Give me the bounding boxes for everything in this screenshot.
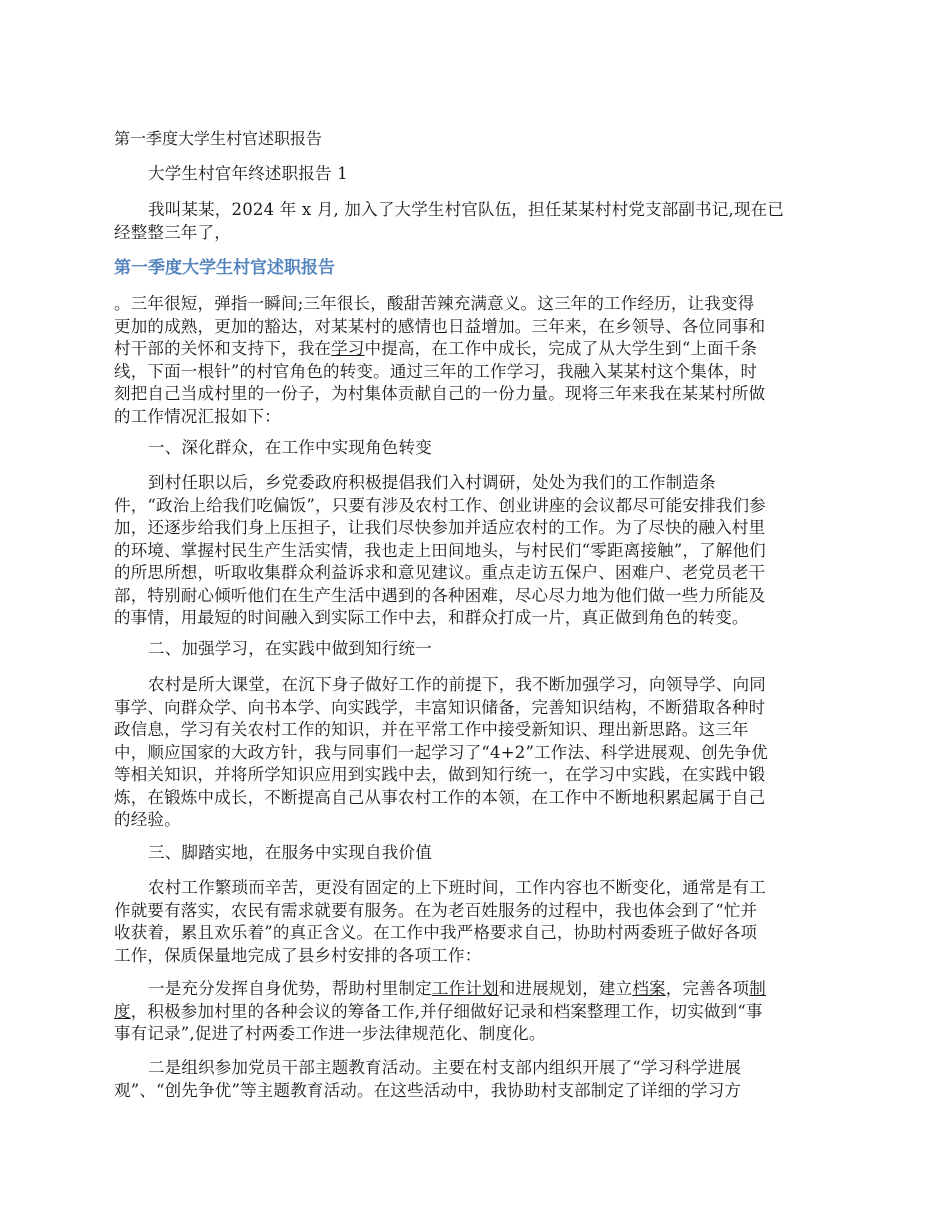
text-line: 的工作情况汇报如下： — [114, 406, 281, 426]
section-1-body — [114, 472, 840, 630]
text-line: 更加的成熟，更加的豁达，对某某村的感情也日益增加。三年来，在乡领导、各位同事和 — [114, 316, 766, 336]
text-line: 中，顺应国家的大政方针，我与同事们一起学习了“4+2”工作法、科学进展观、创先争优 — [114, 742, 768, 762]
work-plan-link[interactable]: 工作计划 — [431, 979, 499, 998]
text-line: 加，还逐步给我们身上压担子，让我们尽快参加并适应农村的工作。为了尽快的融入村里 — [114, 518, 766, 537]
section-heading: 第一季度大学生村官述职报告 — [114, 258, 335, 278]
document-title: 第一季度大学生村官述职报告 — [114, 129, 323, 148]
section-2-body — [114, 674, 840, 832]
section-3-title: 三、脚踏实地，在服务中实现自我价值 — [148, 843, 432, 862]
section-3-body — [114, 877, 840, 967]
archive-link[interactable]: 档案 — [632, 979, 666, 998]
text-line: 刻把自己当成村里的一份子，为村集体贡献自己的一份力量。现将三年来我在某某村所做 — [114, 384, 766, 403]
text-line: 等相关知识，并将所学知识应用到实践中去，做到知行统一，在学习中实践，在实践中锻 — [114, 765, 766, 784]
paragraph-item-one — [114, 978, 840, 1046]
paragraph-item-two — [114, 1057, 840, 1102]
text-line: 的事情，用最短的时间融入到实际工作中去，和群众打成一片，真正做到角色的转变。 — [114, 608, 749, 627]
text-line: 中提高，在工作中成长，完成了从大学生到“上面千条 — [364, 339, 758, 358]
text-line: 村干部的关怀和支持下，我在 — [114, 339, 332, 358]
text-line: 的所思所想，听取收集群众利益诉求和意见建议。重点走访五保户、困难户、老党员老干 — [114, 563, 766, 582]
intro-paragraph — [114, 199, 840, 244]
text-line: 工作，保质保量地完成了县乡村安排的各项工作： — [114, 945, 482, 965]
text-line: 收获着，累且欢乐着”的真正含义。在工作中我严格要求自己，协助村两委班子做好各项 — [114, 923, 758, 942]
text-line: 观”、“创先争优”等主题教育活动。在这些活动中，我协助村支部制定了详细的学习方 — [114, 1080, 742, 1100]
intro-line-1: 我叫某某，2024 年 x 月, 加入了大学生村官队伍，担任某某村村党支部副书记,现在已 — [148, 200, 785, 219]
paragraph-summary — [114, 293, 840, 428]
section-1-title: 一、深化群众，在工作中实现角色转变 — [148, 438, 432, 457]
system-link[interactable]: 度 — [114, 1001, 131, 1021]
text-line: 。三年很短，弹指一瞬间;三年很长，酸甜苦辣充满意义。这三年的工作经历，让我变得 — [114, 294, 755, 313]
text-line: 作就要有落实，农民有需求就要有服务。在为老百姓服务的过程中，我也体会到了“忙并 — [114, 900, 758, 920]
text-line: 到村任职以后，乡党委政府积极提倡我们入村调研，处处为我们的工作制造条 — [148, 473, 716, 492]
text-line: 和进展规划，建立 — [498, 979, 633, 998]
text-line: 部，特别耐心倾听他们在生产生活中遇到的各种困难，尽心尽力地为他们做一些力所能及 — [114, 585, 766, 605]
intro-line-2: 经整整三年了， — [114, 222, 231, 242]
text-line: 件，“政治上给我们吃偏饭”，只要有涉及农村工作、创业讲座的会议都尽可能安排我们参 — [114, 495, 766, 515]
text-line: 农村是所大课堂，在沉下身子做好工作的前提下，我不断加强学习，向领导学、向同 — [148, 675, 766, 694]
text-line: 二是组织参加党员干部主题教育活动。主要在村支部内组织开展了“学习科学进展 — [148, 1058, 742, 1077]
text-line: 事有记录”,促进了村两委工作进一步法律规范化、制度化。 — [114, 1024, 546, 1043]
report-subtitle-text: 大学生村官年终述职报告 1 — [148, 164, 348, 183]
text-line: 炼，在锻炼中成长，不断提高自己从事农村工作的本领，在工作中不断地积累起属于自己 — [114, 787, 766, 807]
report-subtitle — [114, 163, 840, 186]
text-line: 事学、向群众学、向书本学、向实践学，丰富知识储备，完善知识结构，不断猎取各种时 — [114, 697, 766, 717]
text-line: 农村工作繁琐而辛苦，更没有固定的上下班时间，工作内容也不断变化，通常是有工 — [148, 878, 766, 897]
text-line: ，积极参加村里的各种会议的筹备工作,并仔细做好记录和档案整理工作，切实做到“事 — [130, 1001, 763, 1021]
text-line: 的环境、掌握村民生产生活实情，我也走上田间地头，与村民们“零距离接触”，了解他们 — [114, 540, 766, 560]
text-line: 政信息，学习有关农村工作的知识，并在平常工作中接受新知识、理出新思路。这三年 — [114, 720, 749, 739]
section-2-title: 二、加强学习，在实践中做到知行统一 — [148, 639, 432, 658]
text-line: 线，下面一根针”的村官角色的转变。通过三年的工作学习，我融入某某村这个集体，时 — [114, 361, 758, 381]
text-line: ，完善各项 — [665, 979, 750, 998]
study-link[interactable]: 学习 — [331, 339, 365, 358]
system-link[interactable]: 制 — [749, 979, 766, 998]
text-line: 的经验。 — [114, 810, 181, 829]
text-line: 一是充分发挥自身优势，帮助村里制定 — [148, 979, 432, 998]
